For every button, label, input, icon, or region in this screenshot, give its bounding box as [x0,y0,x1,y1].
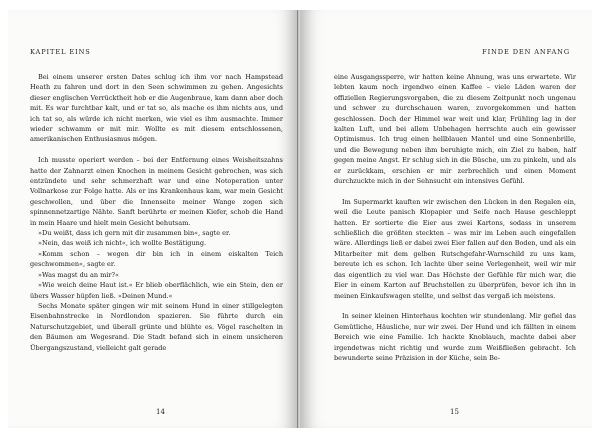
right-page-body [334,72,576,363]
paragraph: »Was magst du an mir?« [38,270,119,279]
left-page-body [30,72,283,353]
running-header-right: FINDE DEN ANFANG [482,48,570,56]
paragraph: eine Ausgangssperre, wir hatten keine Ahnung, was uns erwartete. Wir lebten kaum noch irgendwo einen Kaffee – viele Läden waren der offiziellen Regierungsvorgaben, die zu diesem Zeitpunkt noch ungenau und schwer zu durchschauen waren, zuvorgekommen und hatten geschlossen. Doch der Himmel war weit und klar, Frühling lag in der kalten Luft, und bei allem Unbehagen herrschte auch ein gewisser Optimismus. Ich trug einen hellblauen Mantel und eine Sonnenbrille, und die Bewegung neben ihm beruhigte mich, ein Ziel zu haben, half gegen meine Angst. Er schlug sich in die Büsche, um zu pinkeln, und als er zurückkam, erschien er mir zerbrechlich und einen Moment durchzuckte mich in der Sehnsucht ein intensives Gefühl. [334,73,576,186]
page-number-right: 15 [450,408,459,416]
paragraph: In seiner kleinen Hinterhaus kochten wir stundenlang. Mir gefiel das Gemütliche, Häusliche, nur wir zwei. Der Hund und ich fällten in einem Bereich wie eine Familie. Ich hackte Knoblauch, machte dabei aber irgendetwas nicht richtig und wurde zum Weißfließen gebracht. Ich bewunderte seine Präzision in der Küche, sein Be- [334,312,576,362]
running-header-left: KAPITEL EINS [30,48,91,56]
left-page [8,10,298,428]
page-number-left: 14 [156,408,165,416]
paragraph: Bei einem unserer ersten Dates schlug ich ihm vor nach Hampstead Heath zu fahren und dort in den Seen schwimmen zu gehen. Angesichts dieser englischen Verrücktheit hob er die Augenbraue, kam dann aber doch mit. Es war furchtbar kalt, und er tat so, als mache es ihm nichts aus, und ich tat so, als würde ich nicht merken, wie viel es ihm ausmachte. Immer wieder schwamm er mit mir. Wollte es mit diesem entschlossenen, amerikanischen Enthusiasmus mögen. [30,73,283,144]
paragraph: Im Supermarkt kauften wir zwischen den Lücken in den Regalen ein, weil die Leute panisch Klopapier und Seife nach Hause geschleppt hatten. Er sortierte die Eier aus zwei Kartons, sodass in unserem schließlich die größten steckten – was mir im Leben auch eingefallen wäre. Allerdings ließ er dabei zwei Eier fallen auf den Boden, und als ein Mitarbeiter mit dem gelben Rutschgefahr-Warnschild zu uns kam, bereute ich es schon. Ich lachte über seine Verlegenheit, weil wir mir das eigentlich zu viel war. Das Höchste der Gefühle für mich war, die Eier in einem Karton auf Bruchstellen zu überprüfen, bevor ich ihn in meinen Einkaufswagen stellte, und selbst das vergaß ich meistens. [334,197,576,300]
paragraph: Ich musste operiert werden – bei der Entfernung eines Weisheitszahns hatte der Zahnarzt einen Knochen in meinem Gesicht gebrochen, was sich entzündete und sehr schmerzhaft war und eine Notoperation unter Vollnarkose zur Folge hatte. Als er ins Krankenhaus kam, war mein Gesicht geschwollen, und über die Innenseite meiner Wange zogen sich spinnennetzartige Nähte. Sanft berührte er meinen Kiefer, schob die Hand in mein Haare und hielt mein Gesicht behutsam. [30,156,283,227]
paragraph: »Wie weich deine Haut ist.« Er blieb oberflächlich, wie ein Stein, den er übers Wasser hüpfen ließ. »Deinen Mund.« [30,281,283,300]
paragraph: »Du weißt, dass ich gern mit dir zusammen bin«, sagte er. [38,229,231,238]
paragraph: Sechs Monate später gingen wir mit seinem Hund in einer stillgelegten Eisenbahnstrecke in Nordlondon spazieren. Sie führte durch ein Naturschutzgebiet, und überall grünte und blühte es. Vögel raschelten in den Bäumen am Wegesrand. Die Stadt befand sich in einem unsicheren Übergangszustand, vielleicht galt gerade [30,301,283,352]
paragraph: »Komm schon – wegen dir bin ich in einem eiskalten Teich geschwommen«, sagte er. [30,249,283,269]
paragraph: »Nein, das weiß ich nicht«, ich wollte Bestätigung. [38,239,207,248]
right-page [300,10,592,428]
